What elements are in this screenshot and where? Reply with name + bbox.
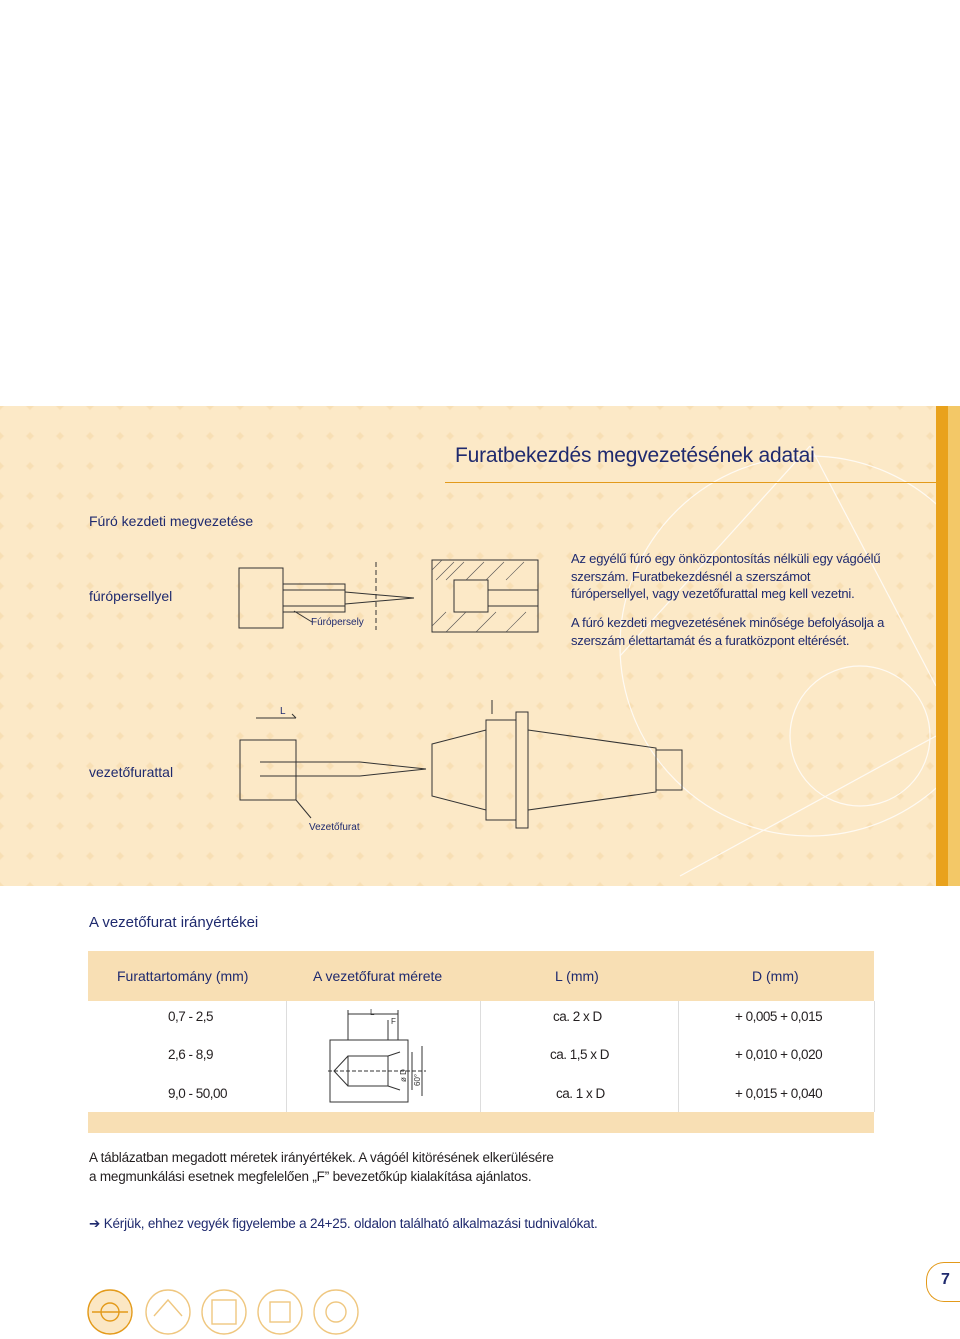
bushing-icon bbox=[202, 1290, 246, 1334]
note-text bbox=[89, 1148, 554, 1186]
description-text-1: Az egyélű fúró egy önközpontosítás nélküli egy vágóélű szerszám. Furatbekezdésnél a szerszámot fúrópersellyel, vagy vezetőfurattal meg kell vezetni. bbox=[571, 551, 881, 601]
drilling-icon bbox=[88, 1290, 132, 1334]
column-header-D: D (mm) bbox=[752, 968, 799, 984]
band-edge-strip-light bbox=[948, 406, 960, 886]
reference-text: Kérjük, ehhez vegyék figyelembe a 24+25. oldalon található alkalmazási tudnivalókat. bbox=[103, 1216, 598, 1231]
row-label-pilot-hole: vezetőfurattal bbox=[89, 764, 174, 780]
title-rule bbox=[445, 482, 936, 483]
section-heading-guidance: Fúró kezdeti megvezetése bbox=[89, 513, 254, 529]
footer-icon-row bbox=[84, 1286, 364, 1339]
sketch-label-angle: 60° bbox=[413, 1073, 422, 1086]
column-header-L: L (mm) bbox=[555, 968, 599, 984]
table-cell-L: ca. 2 x D bbox=[553, 1009, 602, 1024]
caption-bushing: Fúrópersely bbox=[311, 617, 364, 628]
bushing-drawing bbox=[236, 556, 546, 636]
section-heading-pilot-values: A vezetőfurat irányértékei bbox=[89, 914, 259, 931]
column-divider bbox=[874, 1001, 875, 1112]
column-divider bbox=[678, 1001, 679, 1112]
row-label-bushing: fúrópersellyel bbox=[89, 588, 173, 604]
table-cell-D: + 0,015 + 0,040 bbox=[735, 1086, 823, 1101]
table-cell-D: + 0,010 + 0,020 bbox=[735, 1047, 823, 1062]
column-header-range: Furattartomány (mm) bbox=[117, 968, 249, 984]
pilot-hole-drawing bbox=[236, 700, 688, 830]
column-header-size: A vezetőfurat mérete bbox=[313, 968, 443, 984]
page-number: 7 bbox=[941, 1271, 950, 1288]
table-cell-range: 9,0 - 50,00 bbox=[168, 1086, 228, 1101]
arrow-icon: ➔ bbox=[89, 1216, 101, 1231]
page-title: Furatbekezdés megvezetésének adatai bbox=[455, 444, 815, 467]
table-footer-band bbox=[88, 1112, 874, 1133]
chuck-icon bbox=[314, 1290, 358, 1334]
band-edge-strip bbox=[936, 406, 948, 886]
table-cell-D: + 0,005 + 0,015 bbox=[735, 1009, 823, 1024]
sketch-label-F: F bbox=[391, 1017, 396, 1026]
gun-drill-icon bbox=[146, 1290, 190, 1334]
table-cell-range: 0,7 - 2,5 bbox=[168, 1009, 214, 1024]
dimension-L-label: L bbox=[280, 706, 286, 717]
reference-line bbox=[89, 1216, 598, 1232]
table-cell-L: ca. 1 x D bbox=[556, 1086, 605, 1101]
pilot-hole-sketch bbox=[328, 1006, 428, 1106]
tool-icon bbox=[258, 1290, 302, 1334]
sketch-label-D: ø D bbox=[399, 1069, 408, 1082]
table-cell-L: ca. 1,5 x D bbox=[550, 1047, 610, 1062]
note-line-1: A táblázatban megadott méretek irányértékek. A vágóél kitörésének elkerülésére bbox=[89, 1150, 554, 1165]
table-cell-range: 2,6 - 8,9 bbox=[168, 1047, 214, 1062]
caption-pilot-hole: Vezetőfurat bbox=[309, 822, 360, 833]
column-divider bbox=[286, 1001, 287, 1112]
description-text-2: A fúró kezdeti megvezetésének minősége befolyásolja a szerszám élettartamát és a furatközpont eltérését. bbox=[571, 615, 885, 648]
column-divider bbox=[480, 1001, 481, 1112]
note-line-2: a megmunkálási esetnek megfelelően „F” bevezetőkúp kialakítása ajánlatos. bbox=[89, 1169, 532, 1184]
sketch-label-L: L bbox=[370, 1008, 375, 1017]
